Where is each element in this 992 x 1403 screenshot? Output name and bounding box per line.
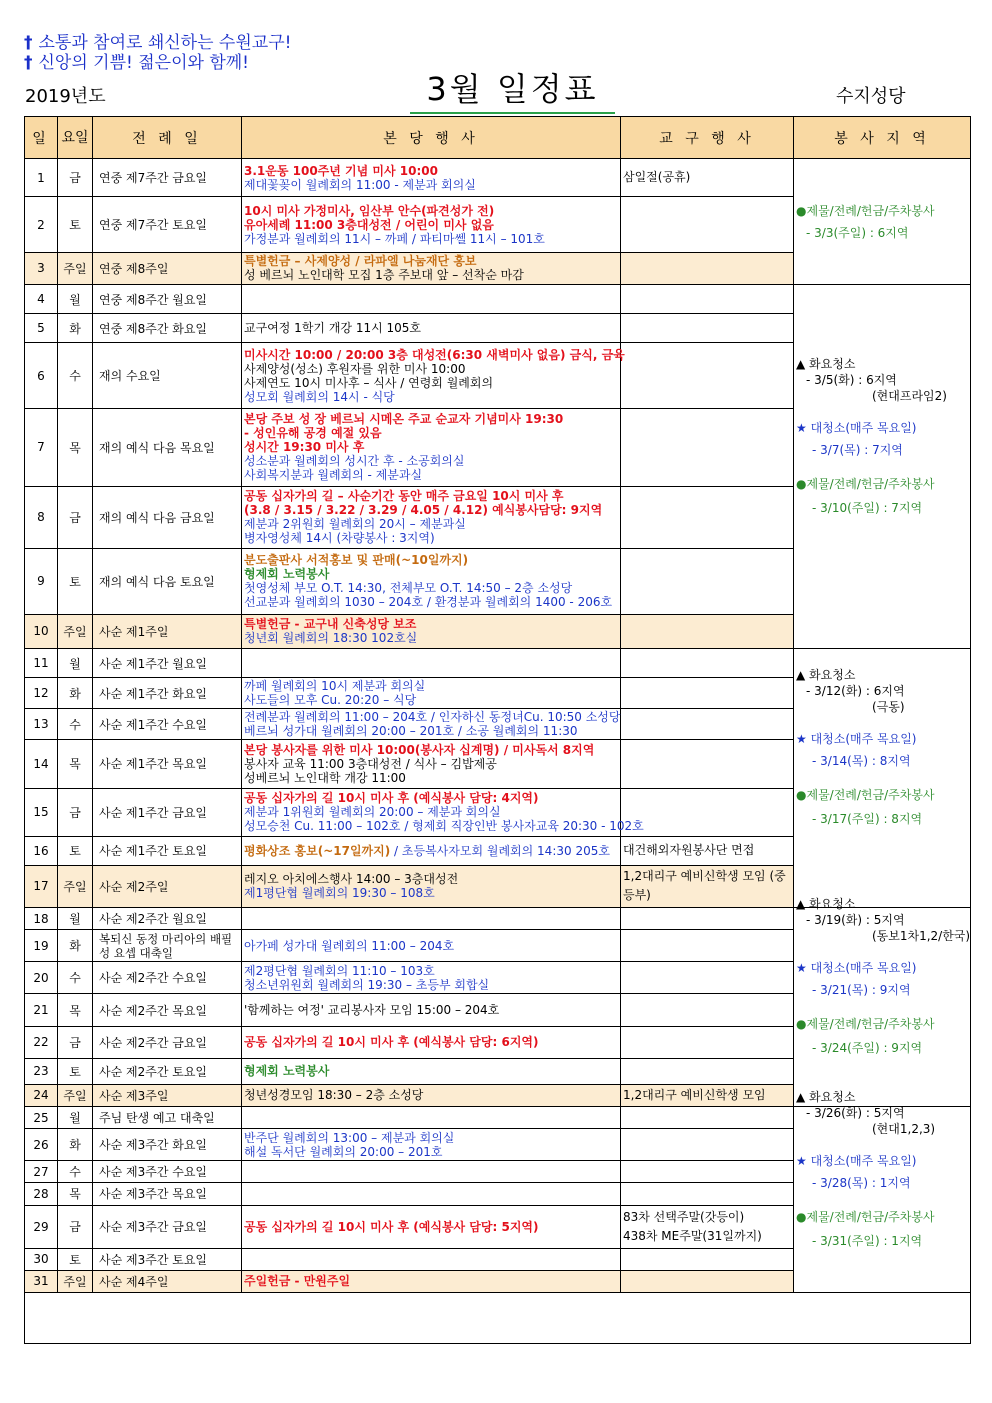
- parish-events-cell: [242, 908, 621, 930]
- event-line: 특별헌금 – 사제양성 / 라파엘 나눔재단 홍보: [244, 254, 477, 269]
- parish-events-cell: [242, 1248, 621, 1270]
- parish-events-cell: [242, 197, 621, 252]
- liturgy-cell: 사순 제2주간 수요일: [93, 962, 242, 994]
- weekday-cell: 주일: [58, 252, 93, 284]
- day-cell: 18: [25, 908, 58, 930]
- event-line: 사제양성(성소) 후원자를 위한 미사 10:00: [244, 361, 466, 376]
- major-cleaning-date: - 3/7(목) : 7지역: [812, 442, 903, 457]
- parish-events-cell: [242, 486, 621, 548]
- day-cell: 14: [25, 740, 58, 788]
- liturgy-cell: 연중 제8주간 월요일: [93, 285, 242, 314]
- service-offering-date: - 3/17(주일) : 8지역: [812, 812, 923, 826]
- event-line: 공동 십자가의 길 10시 미사 후 (예식봉사 담당: 4지역): [244, 791, 539, 806]
- cleaning-apartment: (극동): [872, 700, 905, 714]
- day-cell: 19: [25, 930, 58, 962]
- diocese-events-cell: 1,2대리구 예비신학생 모임 (중등부): [621, 865, 794, 907]
- service-area-cell: [794, 1089, 971, 1293]
- diocese-events-cell: [621, 1161, 794, 1183]
- liturgy-cell: 사순 제3주간 화요일: [93, 1129, 242, 1161]
- header-day: 일: [25, 117, 58, 159]
- event-line: 제대꽃꽂이 월례회의 11:00 - 제분과 회의실: [244, 177, 476, 192]
- event-line: 유아세례 11:00 3층대성전 / 어린이 미사 없음: [244, 217, 494, 232]
- major-cleaning-label: ★ 대청소(매주 목요일): [796, 420, 917, 435]
- day-cell: 13: [25, 709, 58, 740]
- liturgy-cell: 사순 제3주간 금요일: [93, 1205, 242, 1248]
- major-cleaning-label: ★ 대청소(매주 목요일): [796, 961, 917, 975]
- event-line: 청년성경모임 18:30 – 2층 소성당: [244, 1088, 424, 1103]
- day-cell: 9: [25, 548, 58, 614]
- slogan-text-2: 신앙의 기쁨! 젊은이와 함께!: [38, 53, 249, 73]
- day-cell: 26: [25, 1129, 58, 1161]
- liturgy-cell: 연중 제8주일: [93, 252, 242, 284]
- event-highlight: 평화상조 홍보(~17일까지): [244, 843, 391, 858]
- cleaning-apartment: (동보1차1,2/한국): [872, 929, 971, 943]
- service-area-cell: [794, 285, 971, 649]
- cross-icon: †: [24, 33, 33, 53]
- day-cell: 20: [25, 962, 58, 994]
- table-header-row: [25, 117, 971, 159]
- diocese-events-cell: [621, 1058, 794, 1084]
- weekday-cell: 월: [58, 908, 93, 930]
- day-cell: 5: [25, 314, 58, 343]
- cleaning-date: - 3/26(화) : 5지역: [806, 1105, 905, 1120]
- parish-events-cell: [242, 1058, 621, 1084]
- diocese-events-cell: [621, 252, 794, 284]
- event-line: 가정분과 월례회의 11시 – 까페 / 파티마쎌 11시 – 101호: [244, 231, 545, 246]
- weekday-cell: 화: [58, 1129, 93, 1161]
- event-line: 본당 주보 성 장 베르뇌 시메온 주교 순교자 기념미사 19:30: [244, 412, 564, 427]
- event-line: 청소년위원회 월례회의 19:30 – 초등부 회합실: [244, 977, 490, 992]
- liturgy-cell: 연중 제7주간 토요일: [93, 197, 242, 252]
- header-dow: 요일: [58, 117, 93, 159]
- day-cell: 2: [25, 197, 58, 252]
- service-offering-label: ●제물/전례/헌금/주차봉사: [796, 476, 935, 491]
- weekday-cell: 수: [58, 962, 93, 994]
- diocese-events-cell: [621, 1270, 794, 1292]
- day-cell: 3: [25, 252, 58, 284]
- liturgy-cell: 재의 예식 다음 토요일: [93, 548, 242, 614]
- table-row: [25, 908, 971, 930]
- event-line: 주일헌금 - 만원주일: [244, 1274, 351, 1289]
- liturgy-cell: 사순 제2주간 토요일: [93, 1058, 242, 1084]
- cleaning-label: ▲ 화요청소: [796, 1089, 856, 1104]
- page-title: 3월 일정표: [410, 64, 615, 114]
- diocese-events-cell: [621, 314, 794, 343]
- event-line: 해설 독서단 월례회의 20:00 – 201호: [244, 1144, 443, 1159]
- service-offering-label: ●제물/전례/헌금/주차봉사: [796, 1017, 935, 1031]
- parish-events-cell: [242, 1107, 621, 1129]
- diocese-events-cell: 1,2대리구 예비신학생 모임: [621, 1084, 794, 1106]
- service-offering-date: - 3/10(주일) : 7지역: [812, 500, 923, 515]
- parish-events-cell: [242, 994, 621, 1026]
- diocese-events-cell: [621, 1026, 794, 1058]
- diocese-events-cell: 83차 선택주말(갓등이) 438차 ME주말(31일까지): [621, 1205, 794, 1248]
- event-line: 베르뇌 성가대 월례회의 20:00 – 201호 / 소공 월례회의 11:30: [244, 724, 578, 739]
- header-liturgy: 전 례 일: [93, 117, 242, 159]
- liturgy-cell: 사순 제1주간 목요일: [93, 740, 242, 788]
- service-area-cell: [794, 649, 971, 908]
- event-line: 병자영성체 14시 (차량봉사 : 3지역): [244, 531, 435, 546]
- event-line: 성베르뇌 노인대학 개강 11:00: [244, 770, 406, 785]
- liturgy-cell: 사순 제2주간 목요일: [93, 994, 242, 1026]
- diocese-events-cell: 삼일절(공휴): [621, 159, 794, 197]
- parish-events-cell: [242, 1161, 621, 1183]
- diocese-events-cell: [621, 709, 794, 740]
- cleaning-apartment: (현대1,2,3): [872, 1121, 936, 1136]
- liturgy-cell: 사순 제2주간 금요일: [93, 1026, 242, 1058]
- day-cell: 31: [25, 1270, 58, 1292]
- day-cell: 4: [25, 285, 58, 314]
- event-line: 까페 월례회의 10시 제분과 회의실: [244, 679, 426, 694]
- event-line: 본당 봉사자를 위한 미사 10:00(봉사자 십계명) / 미사독서 8지역: [244, 742, 595, 757]
- cleaning-apartment: (현대프라임2): [872, 388, 947, 403]
- schedule-table: [24, 116, 971, 1344]
- service-offering-label: ●제물/전례/헌금/주차봉사: [796, 788, 935, 802]
- event-line: 첫영성체 부모 O.T. 14:30, 전체부모 O.T. 14:50 – 2층 소성당: [244, 581, 573, 596]
- day-cell: 10: [25, 614, 58, 648]
- diocese-events-cell: [621, 649, 794, 678]
- event-line: 제1평단협 월례회의 19:30 – 108호: [244, 886, 435, 901]
- weekday-cell: 토: [58, 1058, 93, 1084]
- liturgy-cell: 재의 예식 다음 금요일: [93, 486, 242, 548]
- parish-events-cell: [242, 865, 621, 907]
- day-cell: 1: [25, 159, 58, 197]
- event-line: 성모승천 Cu. 11:00 – 102호 / 형제회 직장인반 봉사자교육 20:30 - 102호: [244, 819, 644, 834]
- event-line: 특별헌금 - 교구내 신축성당 보조: [244, 617, 417, 632]
- parish-events-cell: [242, 836, 621, 865]
- weekday-cell: 화: [58, 930, 93, 962]
- empty-footer-cell: [25, 1293, 971, 1344]
- table-row: [25, 1107, 971, 1129]
- diocese-events-cell: [621, 908, 794, 930]
- weekday-cell: 금: [58, 486, 93, 548]
- major-cleaning-date: - 3/21(목) : 9지역: [812, 983, 911, 997]
- event-line: 공동 십자가의 길 10시 미사 후 (예식봉사 담당: 5지역): [244, 1219, 539, 1234]
- weekday-cell: 수: [58, 709, 93, 740]
- event-line: 3.1운동 100주년 기념 미사 10:00: [244, 163, 438, 178]
- day-cell: 6: [25, 343, 58, 409]
- schedule-body: [25, 159, 971, 1344]
- event-line: 아가페 성가대 월례회의 11:00 – 204호: [244, 938, 455, 953]
- diocese-events-cell: [621, 614, 794, 648]
- diocese-events-cell: [621, 1129, 794, 1161]
- day-cell: 7: [25, 409, 58, 486]
- liturgy-cell: 연중 제7주간 금요일: [93, 159, 242, 197]
- event-line: 레지오 아치에스행사 14:00 – 3층대성전: [244, 872, 459, 887]
- service-offering-date: - 3/31(주일) : 1지역: [812, 1233, 923, 1248]
- cross-icon: †: [24, 53, 33, 73]
- day-cell: 17: [25, 865, 58, 907]
- liturgy-cell: 사순 제1주간 월요일: [93, 649, 242, 678]
- weekday-cell: 토: [58, 197, 93, 252]
- cleaning-label: ▲ 화요청소: [796, 356, 856, 371]
- diocese-events-cell: [621, 930, 794, 962]
- parish-events-cell: [242, 709, 621, 740]
- parish-events-cell: [242, 159, 621, 197]
- parish-name: 수지성당: [836, 86, 906, 107]
- weekday-cell: 주일: [58, 1084, 93, 1106]
- event-line: 형제회 노력봉사: [244, 567, 330, 582]
- day-cell: 24: [25, 1084, 58, 1106]
- day-cell: 28: [25, 1183, 58, 1205]
- event-line: 제2평단협 월례회의 11:10 – 103호: [244, 963, 435, 978]
- parish-events-cell: [242, 962, 621, 994]
- event-line: 공동 십자가의 길 10시 미사 후 (예식봉사 담당: 6지역): [244, 1035, 539, 1050]
- diocese-events-cell: [621, 343, 794, 409]
- weekday-cell: 월: [58, 1107, 93, 1129]
- parish-events-cell: [242, 678, 621, 709]
- event-line: 사회복지분과 월례회의 - 제분과실: [244, 468, 423, 483]
- parish-events-cell: [242, 285, 621, 314]
- diocese-events-cell: 대건해외자원봉사단 면접: [621, 836, 794, 865]
- parish-events-cell: [242, 1270, 621, 1292]
- service-offering-label: ●제물/전례/헌금/주차봉사: [796, 1209, 935, 1224]
- day-cell: 27: [25, 1161, 58, 1183]
- day-cell: 25: [25, 1107, 58, 1129]
- year-label: 2019년도: [25, 86, 106, 107]
- event-line: 공동 십자가의 길 – 사순기간 동안 매주 금요일 10시 미사 후: [244, 489, 564, 504]
- parish-events-cell: [242, 614, 621, 648]
- event-line: 미사시간 10:00 / 20:00 3층 대성전(6:30 새벽미사 없음) 금식, 금육: [244, 347, 625, 362]
- weekday-cell: 금: [58, 159, 93, 197]
- cleaning-label: ▲ 화요청소: [796, 668, 856, 682]
- liturgy-cell: 재의 예식 다음 목요일: [93, 409, 242, 486]
- liturgy-cell: 사순 제3주간 목요일: [93, 1183, 242, 1205]
- event-text: / 초등복사자모회 월례회의 14:30 205호: [390, 843, 610, 858]
- weekday-cell: 주일: [58, 865, 93, 907]
- event-line: 교구여정 1학기 개강 11시 105호: [244, 321, 421, 336]
- header-diocese-events: 교 구 행 사: [621, 117, 794, 159]
- diocese-events-cell: [621, 285, 794, 314]
- parish-events-cell: [242, 930, 621, 962]
- event-line: 반주단 월례회의 13:00 – 제분과 회의실: [244, 1130, 455, 1145]
- day-cell: 21: [25, 994, 58, 1026]
- weekday-cell: 목: [58, 409, 93, 486]
- major-cleaning-label: ★ 대청소(매주 목요일): [796, 1153, 917, 1168]
- event-line: 분도출판사 서적홍보 및 판매(~10일까지): [244, 553, 469, 568]
- weekday-cell: 목: [58, 740, 93, 788]
- diocese-events-cell: [621, 1183, 794, 1205]
- weekday-cell: 토: [58, 548, 93, 614]
- cleaning-label: ▲ 화요청소: [796, 897, 856, 911]
- day-cell: 8: [25, 486, 58, 548]
- event-line: 선교분과 월례회의 1030 – 204호 / 환경분과 월례회의 1400 - 206호: [244, 595, 613, 610]
- parish-events-cell: [242, 1026, 621, 1058]
- parish-events-cell: [242, 343, 625, 409]
- header-service-area: 봉 사 지 역: [794, 117, 971, 159]
- liturgy-cell: 사순 제1주간 금요일: [93, 788, 242, 836]
- event-line: 성소분과 월례회의 성시간 후 - 소공회의실: [244, 454, 465, 469]
- diocese-events-cell: [621, 740, 794, 788]
- diocese-events-cell: [621, 548, 794, 614]
- weekday-cell: 토: [58, 836, 93, 865]
- parish-events-cell: [242, 548, 621, 614]
- liturgy-cell: 사순 제4주일: [93, 1270, 242, 1292]
- event-line: 성시간 19:30 미사 후: [244, 440, 365, 455]
- day-cell: 12: [25, 678, 58, 709]
- weekday-cell: 화: [58, 314, 93, 343]
- weekday-cell: 토: [58, 1248, 93, 1270]
- event-line: 성 베르뇌 노인대학 모집 1층 주보대 앞 – 선착순 마감: [244, 268, 524, 283]
- event-line: 사제연도 10시 미사후 – 식사 / 연령회 월례회의: [244, 375, 494, 390]
- day-cell: 15: [25, 788, 58, 836]
- event-line: (3.8 / 3.15 / 3.22 / 3.29 / 4.05 / 4.12) 예식봉사담당: 9지역: [244, 503, 603, 518]
- cleaning-date: - 3/12(화) : 6지역: [806, 684, 905, 698]
- parish-events-cell: [242, 314, 621, 343]
- parish-events-cell: [242, 649, 621, 678]
- event-line: 제분과 1위원회 월례회의 20:00 – 제분과 회의실: [244, 805, 501, 820]
- liturgy-cell: 사순 제2주일: [93, 865, 242, 907]
- parish-events-cell: [242, 1084, 621, 1106]
- day-cell: 29: [25, 1205, 58, 1248]
- event-line: 형제회 노력봉사: [244, 1064, 330, 1079]
- liturgy-cell: 재의 수요일: [93, 343, 242, 409]
- diocese-events-cell: [621, 409, 794, 486]
- event-line: 전례분과 월례회의 11:00 – 204호 / 인자하신 동정녀Cu. 10:50 소성당: [244, 710, 621, 725]
- slogan-line-2: [24, 48, 249, 73]
- service-offering-date: - 3/24(주일) : 9지역: [812, 1041, 923, 1055]
- liturgy-cell: 사순 제2주간 월요일: [93, 908, 242, 930]
- service-area-cell: [794, 159, 971, 285]
- liturgy-cell: 복되신 동정 마리아의 배필 성 요셉 대축일: [93, 930, 242, 962]
- weekday-cell: 목: [58, 994, 93, 1026]
- major-cleaning-label: ★ 대청소(매주 목요일): [796, 732, 917, 746]
- parish-events-cell: [242, 409, 621, 486]
- event-line: 제분과 2위원회 월례회의 20시 – 제분과실: [244, 517, 466, 532]
- table-row: [25, 285, 971, 314]
- weekday-cell: 금: [58, 788, 93, 836]
- table-row-empty: [25, 1293, 971, 1344]
- event-line: 봉사자 교육 11:00 3층대성전 / 식사 – 김밥제공: [244, 756, 497, 771]
- parish-events-cell: [242, 252, 621, 284]
- liturgy-cell: 사순 제1주일: [93, 614, 242, 648]
- event-line: 사도들의 모후 Cu. 20:20 – 식당: [244, 693, 417, 708]
- day-cell: 22: [25, 1026, 58, 1058]
- liturgy-cell: 사순 제3주간 토요일: [93, 1248, 242, 1270]
- diocese-events-cell: [621, 486, 794, 548]
- liturgy-cell: 사순 제3주일: [93, 1084, 242, 1106]
- liturgy-cell: 사순 제1주간 토요일: [93, 836, 242, 865]
- weekday-cell: 수: [58, 343, 93, 409]
- diocese-events-cell: [621, 1107, 794, 1129]
- diocese-events-cell: [621, 678, 794, 709]
- parish-events-cell: [242, 1183, 621, 1205]
- major-cleaning-date: - 3/14(목) : 8지역: [812, 754, 911, 768]
- weekday-cell: 주일: [58, 614, 93, 648]
- day-cell: 16: [25, 836, 58, 865]
- cleaning-date: - 3/5(화) : 6지역: [806, 372, 897, 387]
- diocese-events-cell: [621, 1248, 794, 1270]
- parish-events-cell: [242, 1129, 621, 1161]
- event-line: 10시 미사 가정미사, 임산부 안수(파견성가 전): [244, 203, 495, 218]
- day-cell: 30: [25, 1248, 58, 1270]
- weekday-cell: 목: [58, 1183, 93, 1205]
- service-area-cell: [794, 897, 971, 1107]
- liturgy-cell: 주님 탄생 예고 대축일: [93, 1107, 242, 1129]
- diocese-events-cell: [621, 962, 794, 994]
- table-row: [25, 649, 971, 678]
- major-cleaning-date: - 3/28(목) : 1지역: [812, 1175, 911, 1190]
- liturgy-cell: 사순 제1주간 수요일: [93, 709, 242, 740]
- diocese-events-cell: [621, 994, 794, 1026]
- event-line: '함께하는 여정' 교리봉사자 모임 15:00 – 204호: [244, 1003, 500, 1017]
- event-line: [244, 844, 618, 858]
- event-line: 청년회 월례회의 18:30 102호실: [244, 631, 418, 646]
- parish-events-cell: [242, 740, 621, 788]
- slogan-text-1: 소통과 참여로 쇄신하는 수원교구!: [38, 33, 292, 53]
- event-line: - 성인유해 공경 예절 있음: [244, 426, 382, 441]
- weekday-cell: 주일: [58, 1270, 93, 1292]
- day-cell: 11: [25, 649, 58, 678]
- service-offering-label: ●제물/전례/헌금/주차봉사: [796, 203, 935, 218]
- weekday-cell: 월: [58, 285, 93, 314]
- day-cell: 23: [25, 1058, 58, 1084]
- weekday-cell: 금: [58, 1205, 93, 1248]
- weekday-cell: 월: [58, 649, 93, 678]
- parish-events-cell: [242, 1205, 621, 1248]
- cleaning-date: - 3/19(화) : 5지역: [806, 913, 905, 927]
- header-parish-events: 본 당 행 사: [242, 117, 621, 159]
- liturgy-cell: 사순 제1주간 화요일: [93, 678, 242, 709]
- weekday-cell: 금: [58, 1026, 93, 1058]
- table-row: [25, 159, 971, 197]
- weekday-cell: 수: [58, 1161, 93, 1183]
- liturgy-cell: 사순 제3주간 수요일: [93, 1161, 242, 1183]
- weekday-cell: 화: [58, 678, 93, 709]
- event-line: 성모회 월례회의 14시 - 식당: [244, 389, 395, 404]
- service-offering-date: - 3/3(주일) : 6지역: [806, 225, 909, 240]
- diocese-events-cell: [621, 788, 794, 836]
- liturgy-cell: 연중 제8주간 화요일: [93, 314, 242, 343]
- diocese-events-cell: [621, 197, 794, 252]
- parish-events-cell: [242, 788, 644, 836]
